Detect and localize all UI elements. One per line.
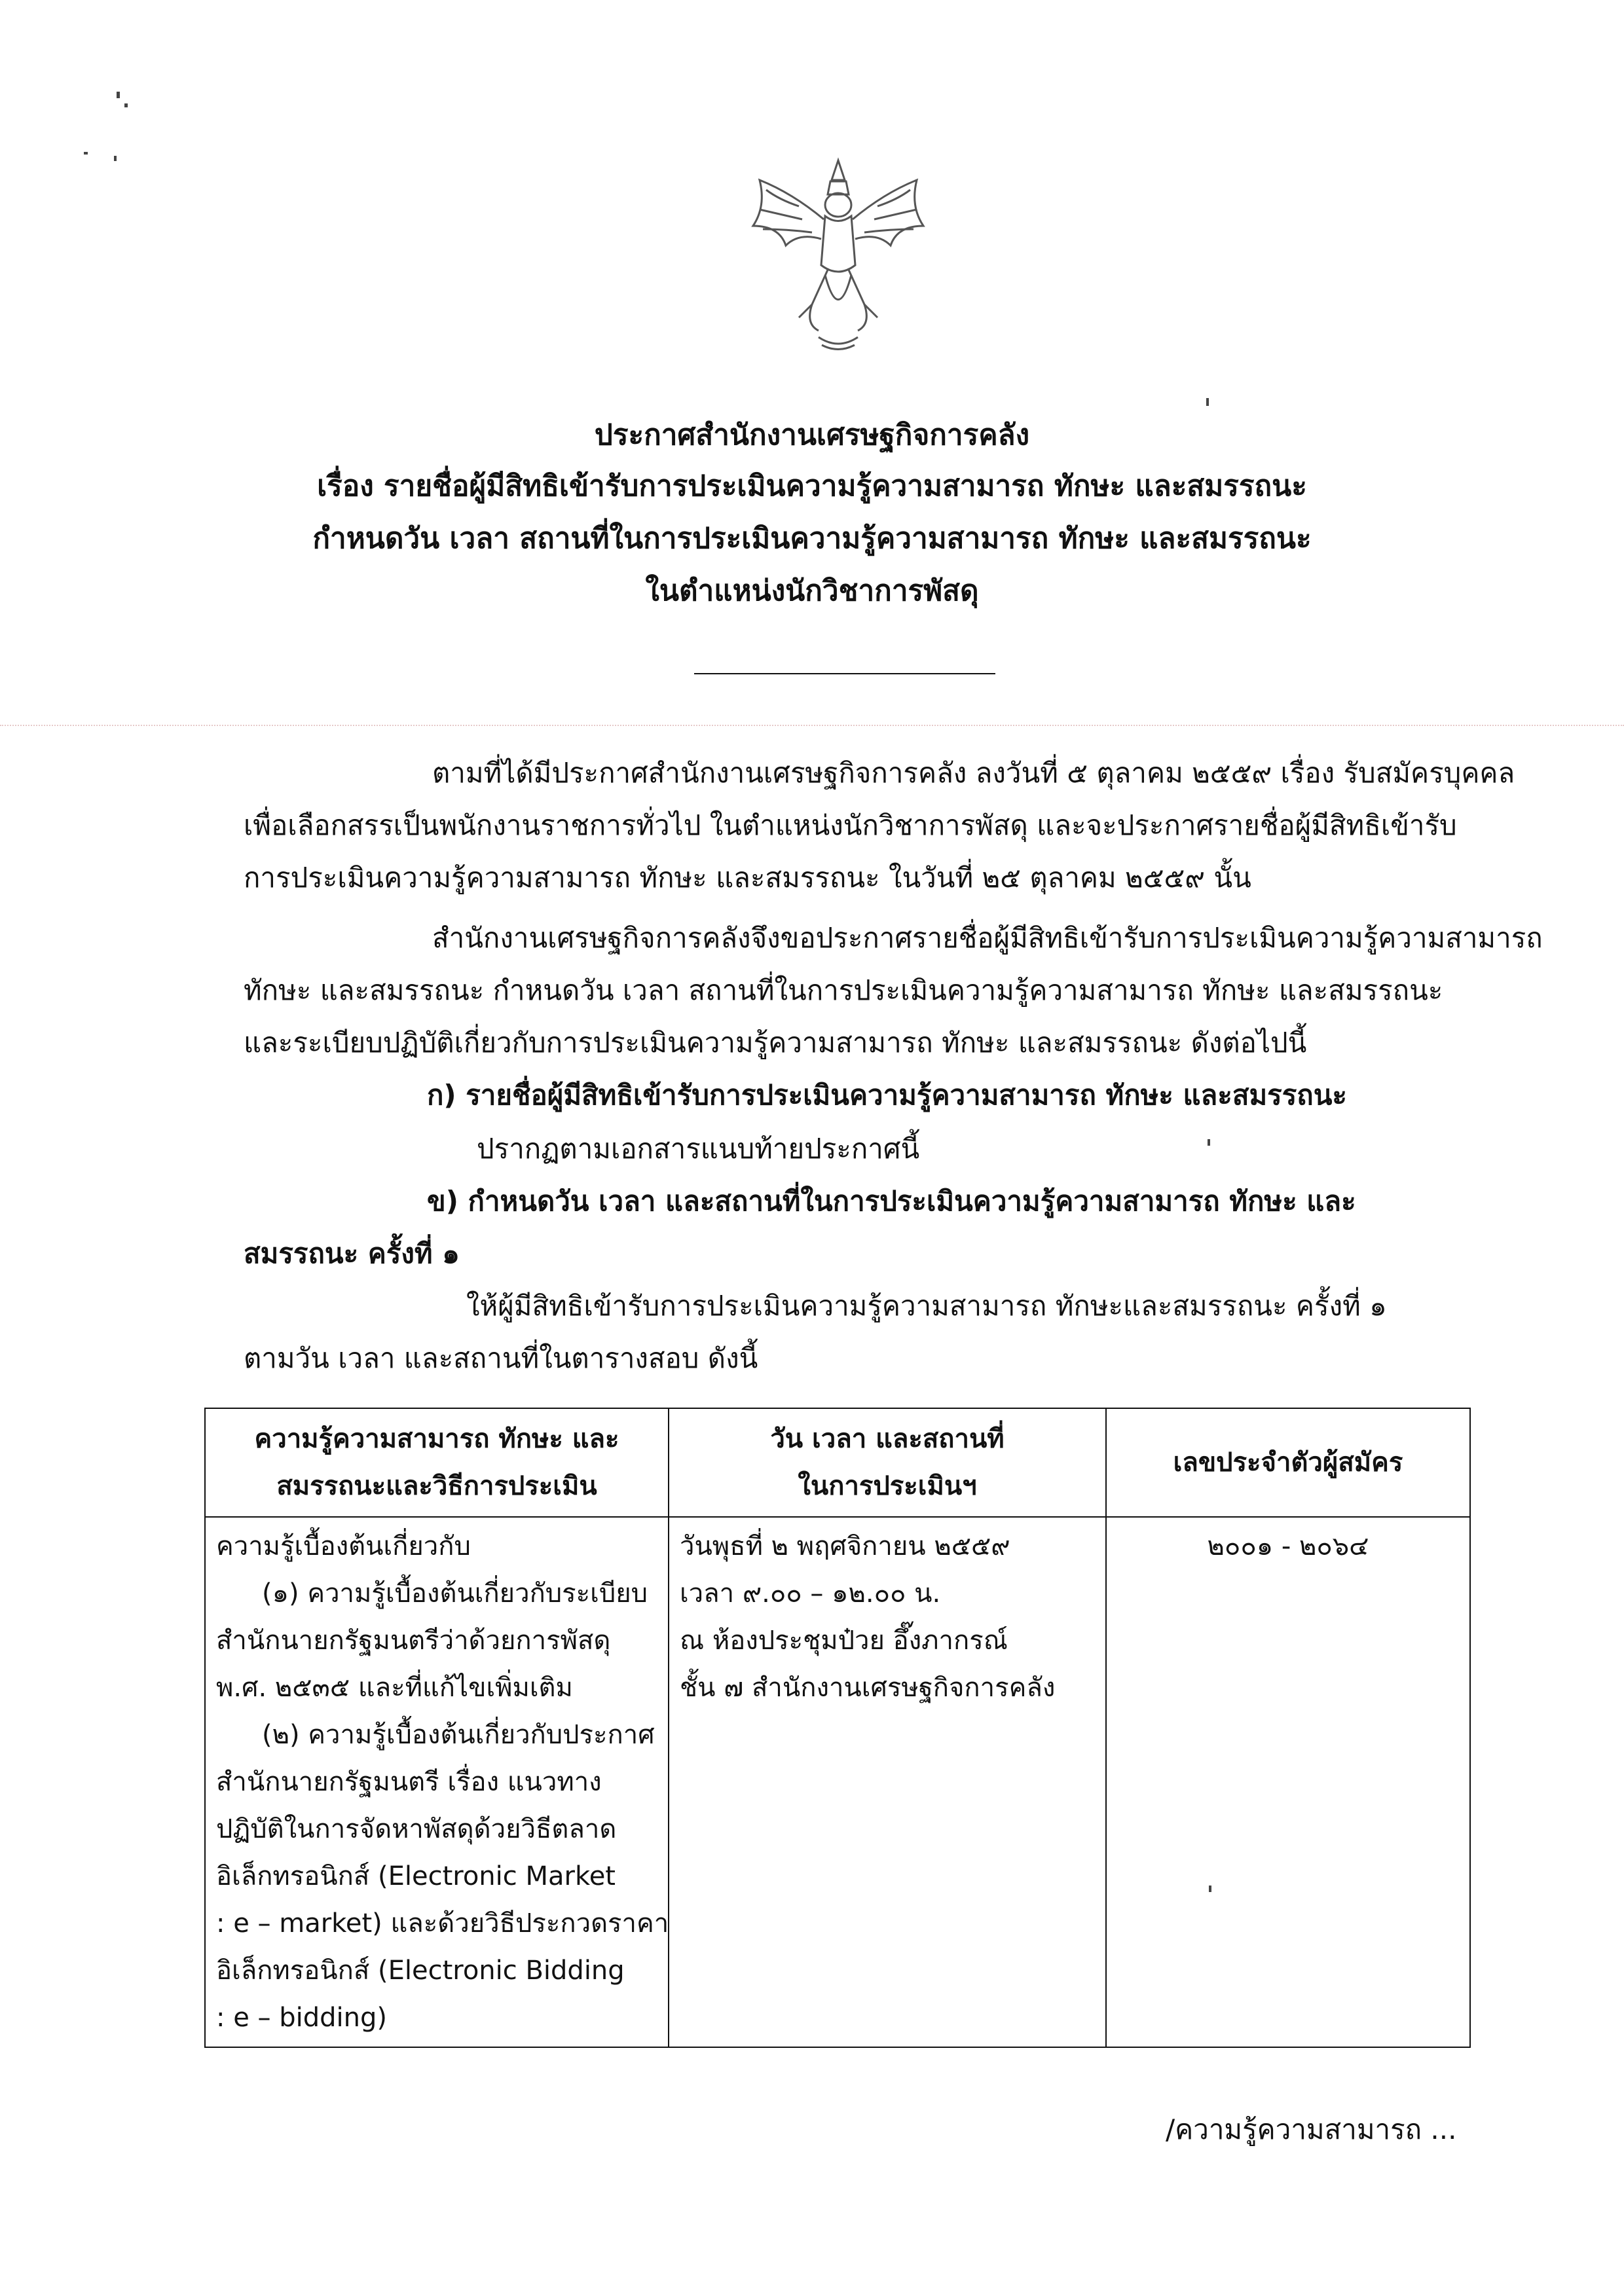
item-b-text-line1: ให้ผู้มีสิทธิเข้ารับการประเมินความรู้ความสามารถ ทักษะและสมรรถนะ ครั้งที่ ๑ bbox=[466, 1290, 1387, 1322]
position-line: ในตำแหน่งนักวิชาการพัสดุ bbox=[645, 574, 979, 608]
applicant-id-range: ๒๐๐๑ - ๒๐๖๔ bbox=[1207, 1531, 1369, 1561]
header-text: ในการประเมินฯ bbox=[798, 1471, 977, 1501]
item-b-heading: ข) กำหนดวัน เวลา และสถานที่ในการประเมินความรู้ความสามารถ ทักษะ และ bbox=[427, 1185, 1356, 1217]
header-text: สมรรถนะและวิธีการประเมิน bbox=[276, 1471, 597, 1501]
para1-line3: การประเมินความรู้ความสามารถ ทักษะ และสมรรถนะ ในวันที่ ๒๕ ตุลาคม ๒๕๕๙ นั้น bbox=[244, 862, 1251, 894]
cell-line: อิเล็กทรอนิกส์ (Electronic Market bbox=[216, 1861, 616, 1891]
scan-speck bbox=[1206, 398, 1209, 406]
header-date-venue bbox=[669, 1408, 1106, 1517]
header-applicant-id bbox=[1106, 1408, 1470, 1517]
cell-line: (๒) ความรู้เบื้องต้นเกี่ยวกับประกาศ bbox=[262, 1720, 655, 1750]
cell-line: ความรู้เบื้องต้นเกี่ยวกับ bbox=[216, 1531, 471, 1561]
para1-line1: ตามที่ได้มีประกาศสำนักงานเศรษฐกิจการคลัง ลงวันที่ ๕ ตุลาคม ๒๕๕๙ เรื่อง รับสมัครบุคคล bbox=[432, 757, 1515, 789]
cell-line: เวลา ๙.๐๐ – ๑๒.๐๐ น. bbox=[680, 1578, 941, 1609]
scan-speck bbox=[84, 152, 88, 155]
table-row bbox=[205, 1517, 1470, 2047]
cell-line: อิเล็กทรอนิกส์ (Electronic Bidding bbox=[216, 1956, 625, 1986]
title-underline bbox=[694, 673, 995, 674]
subject-line: เรื่อง รายชื่อผู้มีสิทธิเข้ารับการประเมินความรู้ความสามารถ ทักษะ และสมรรถนะ bbox=[317, 469, 1307, 503]
para2-line2: ทักษะ และสมรรถนะ กำหนดวัน เวลา สถานที่ในการประเมินความรู้ความสามารถ ทักษะ และสมรรถนะ bbox=[244, 974, 1443, 1006]
item-a-heading: ก) รายชื่อผู้มีสิทธิเข้ารับการประเมินความรู้ความสามารถ ทักษะ และสมรรถนะ bbox=[427, 1079, 1347, 1111]
page-continuation: /ความรู้ความสามารถ ... bbox=[1166, 2113, 1457, 2145]
scan-fold-line bbox=[0, 725, 1624, 726]
header-text: วัน เวลา และสถานที่ bbox=[770, 1424, 1005, 1454]
para1-line2: เพื่อเลือกสรรเป็นพนักงานราชการทั่วไป ในตำแหน่งนักวิชาการพัสดุ และจะประกาศรายชื่อผู้มีสิทธิเข้ารับ bbox=[244, 809, 1457, 841]
header-text: เลขประจำตัวผู้สมัคร bbox=[1173, 1448, 1403, 1478]
cell-applicant-id bbox=[1106, 1517, 1470, 2047]
cell-line: ปฏิบัติในการจัดหาพัสดุด้วยวิธีตลาด bbox=[216, 1814, 617, 1844]
cell-line: วันพุธที่ ๒ พฤศจิกายน ๒๕๕๙ bbox=[680, 1531, 1010, 1561]
header-competency bbox=[205, 1408, 669, 1517]
header-text: ความรู้ความสามารถ ทักษะ และ bbox=[254, 1424, 619, 1454]
para2-line1: สำนักงานเศรษฐกิจการคลังจึงขอประกาศรายชื่อผู้มีสิทธิเข้ารับการประเมินความรู้ความสามารถ bbox=[432, 922, 1543, 954]
cell-line: สำนักนายกรัฐมนตรี เรื่อง แนวทาง bbox=[216, 1767, 602, 1797]
cell-line: : e – bidding) bbox=[216, 2003, 387, 2033]
announcement-title: ประกาศสำนักงานเศรษฐกิจการคลัง bbox=[594, 418, 1030, 452]
cell-competency bbox=[205, 1517, 669, 2047]
exam-schedule-table bbox=[204, 1408, 1471, 2048]
subject-line-2: กำหนดวัน เวลา สถานที่ในการประเมินความรู้ความสามารถ ทักษะ และสมรรถนะ bbox=[312, 522, 1312, 555]
cell-line: : e – market) และด้วยวิธีประกวดราคา bbox=[216, 1908, 669, 1939]
cell-line: (๑) ความรู้เบื้องต้นเกี่ยวกับระเบียบ bbox=[262, 1578, 648, 1609]
cell-line: ชั้น ๗ สำนักงานเศรษฐกิจการคลัง bbox=[680, 1673, 1056, 1703]
cell-line: ณ ห้องประชุมป๋วย อึ๊งภากรณ์ bbox=[680, 1626, 1008, 1656]
scan-speck bbox=[1208, 1139, 1210, 1146]
cell-line: พ.ศ. ๒๕๓๕ และที่แก้ไขเพิ่มเติม bbox=[216, 1673, 573, 1703]
garuda-emblem-icon bbox=[740, 154, 936, 357]
cell-date-venue bbox=[669, 1517, 1106, 2047]
para2-line3: และระเบียบปฏิบัติเกี่ยวกับการประเมินความรู้ความสามารถ ทักษะ และสมรรถนะ ดังต่อไปนี้ bbox=[244, 1027, 1307, 1059]
scan-speck bbox=[114, 156, 117, 161]
scan-speck bbox=[124, 103, 128, 107]
item-b-text-line2: ตามวัน เวลา และสถานที่ในตารางสอบ ดังนี้ bbox=[244, 1342, 758, 1374]
item-a-text: ปรากฏตามเอกสารแนบท้ายประกาศนี้ bbox=[477, 1133, 920, 1165]
item-b-heading-cont: สมรรถนะ ครั้งที่ ๑ bbox=[244, 1237, 460, 1269]
cell-line: สำนักนายกรัฐมนตรีว่าด้วยการพัสดุ bbox=[216, 1626, 611, 1656]
table-header-row bbox=[205, 1408, 1470, 1517]
scan-speck bbox=[117, 92, 120, 98]
